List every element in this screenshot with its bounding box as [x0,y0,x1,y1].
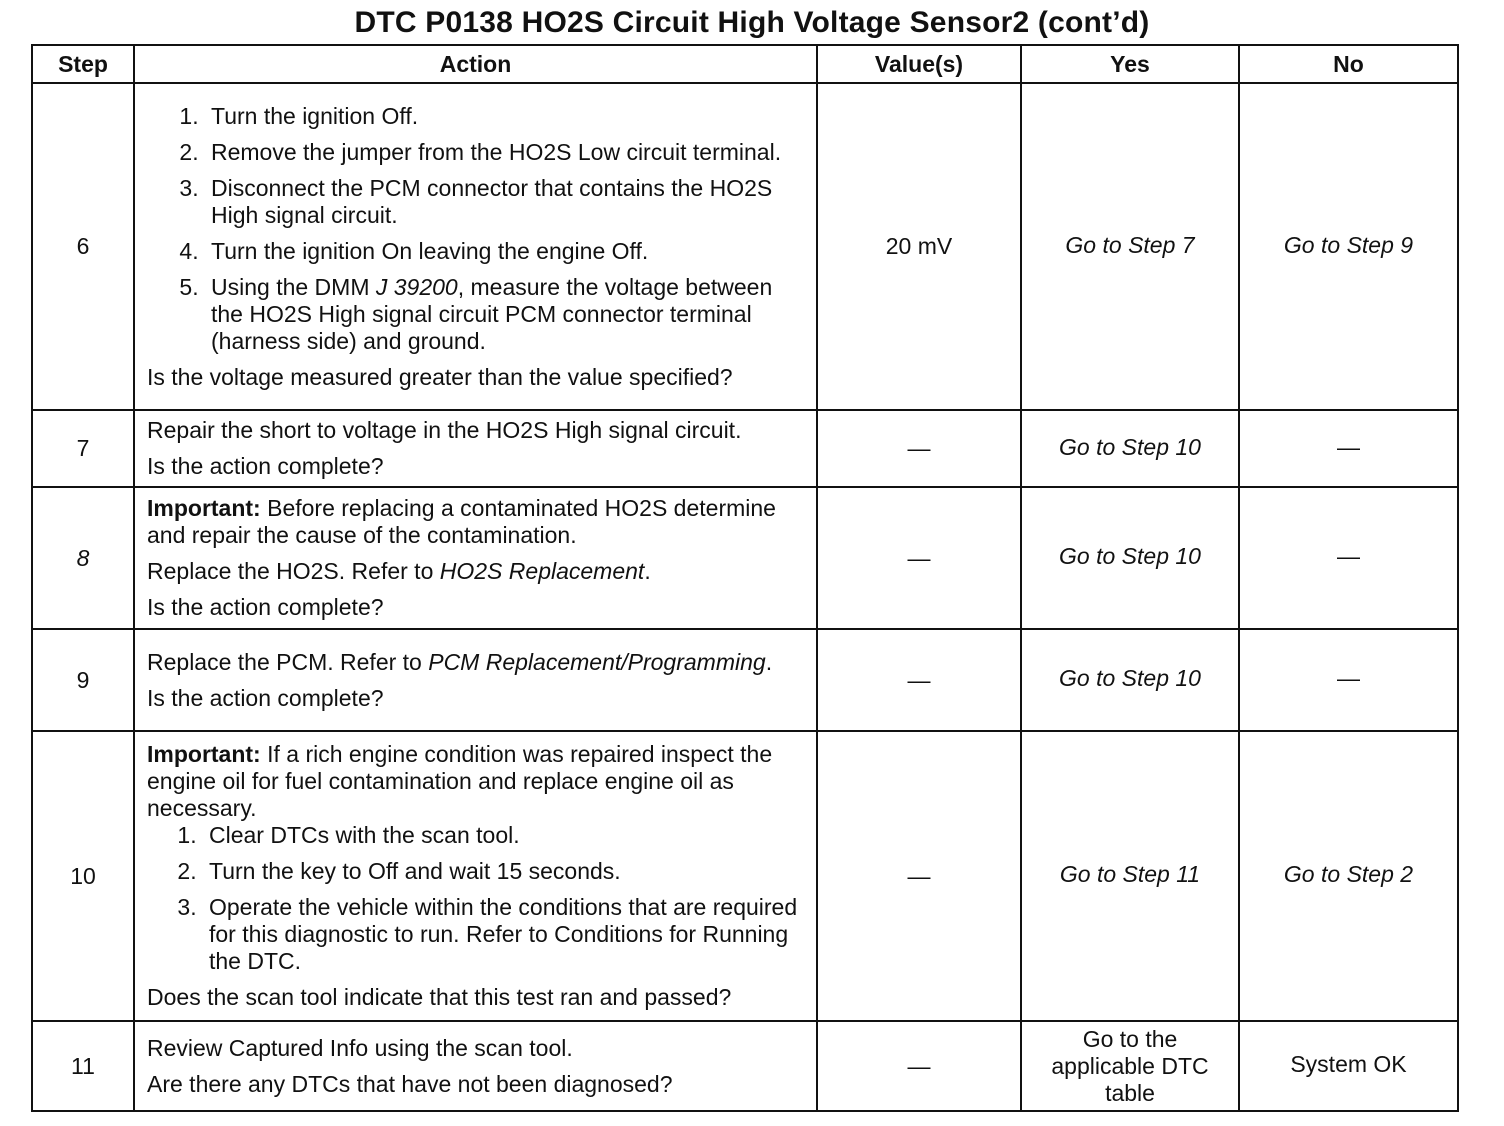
value-cell: — [817,1021,1021,1111]
step-number: 8 [32,487,134,629]
value-cell: 20 mV [817,83,1021,410]
important-note [147,741,806,822]
procedure-reference: HO2S Replacement [439,558,645,584]
value-cell: — [817,629,1021,731]
header-values: Value(s) [817,45,1021,83]
table-row [32,487,1458,629]
text: , measure the voltage between the HO2S High signal circuit PCM connector terminal (harness side) and ground. [211,273,773,354]
step-number: 10 [32,731,134,1021]
text: . [765,648,773,675]
text: Using the DMM [211,273,376,300]
action-text: Review Captured Info using the scan tool. [147,1034,573,1061]
text: If a rich engine condition was repaired inspect the engine oil for fuel contamination and replace engine oil as necessary. [147,741,773,821]
procedure-list [147,822,806,975]
action-cell [134,83,817,410]
text: Before replacing a contaminated HO2S determine and repair the cause of the contamination. [147,495,776,548]
page-title: DTC P0138 HO2S Circuit High Voltage Sensor2 (cont’d) [354,6,1150,39]
step-number: 7 [32,410,134,487]
step-number: 6 [32,83,134,410]
list-item: 3. Operate the vehicle within the conditions that are required for this diagnostic to run. Refer to Conditions for Running the DTC. [203,894,806,975]
table-row [32,731,1458,1021]
action-text: Repair the short to voltage in the HO2S High signal circuit. [147,417,742,443]
action-cell [134,629,817,731]
table-row [32,1021,1458,1111]
list-item: 1. Turn the ignition Off. [205,103,806,130]
yes-cell: Go to Step 10 [1021,487,1239,629]
text: . [644,558,651,584]
table-row [32,410,1458,487]
header-no: No [1239,45,1458,83]
list-item: 2. Turn the key to Off and wait 15 seconds. [203,858,806,885]
action-cell [134,1021,817,1111]
list-item [205,274,806,355]
step-number: 11 [32,1021,134,1111]
diagnostic-table [31,44,1459,1112]
important-note [147,495,806,549]
tool-reference: J 39200 [375,273,458,300]
list-item: 3. Disconnect the PCM connector that contains the HO2S High signal circuit. [205,175,806,229]
yes-cell: Go to Step 11 [1021,731,1239,1021]
list-item: 2. Remove the jumper from the HO2S Low circuit terminal. [205,139,806,166]
yes-cell: Go to the applicable DTC table [1021,1021,1239,1111]
table-row [32,629,1458,731]
no-cell: — [1239,487,1458,629]
yes-cell: Go to Step 10 [1021,629,1239,731]
action-cell [134,487,817,629]
header-step: Step [32,45,134,83]
action-cell [134,731,817,1021]
question: Are there any DTCs that have not been diagnosed? [147,1070,673,1097]
important-label: Important: [147,495,261,521]
value-cell: — [817,731,1021,1021]
question: Does the scan tool indicate that this test ran and passed? [147,984,732,1010]
list-item: 4. Turn the ignition On leaving the engine Off. [205,238,806,265]
table-header-row [32,45,1458,83]
header-action: Action [134,45,817,83]
no-cell: Go to Step 2 [1239,731,1458,1021]
no-cell: System OK [1239,1021,1458,1111]
step-number: 9 [32,629,134,731]
value-cell: — [817,487,1021,629]
yes-cell: Go to Step 7 [1021,83,1239,410]
important-label: Important: [147,741,261,767]
action-text [147,649,806,676]
question: Is the voltage measured greater than the value specified? [147,363,733,390]
header-yes: Yes [1021,45,1239,83]
no-cell: — [1239,629,1458,731]
text: Replace the HO2S. Refer to [147,558,440,584]
question: Is the action complete? [147,453,384,479]
table-row [32,83,1458,410]
text: Replace the PCM. Refer to [147,648,429,675]
question: Is the action complete? [147,684,384,711]
procedure-list [147,103,806,355]
action-cell [134,410,817,487]
action-text [147,558,806,585]
no-cell: Go to Step 9 [1239,83,1458,410]
yes-cell: Go to Step 10 [1021,410,1239,487]
procedure-reference: PCM Replacement/Programming [428,648,766,675]
list-item: 1. Clear DTCs with the scan tool. [203,822,806,849]
value-cell: — [817,410,1021,487]
question: Is the action complete? [147,594,384,620]
no-cell: — [1239,410,1458,487]
